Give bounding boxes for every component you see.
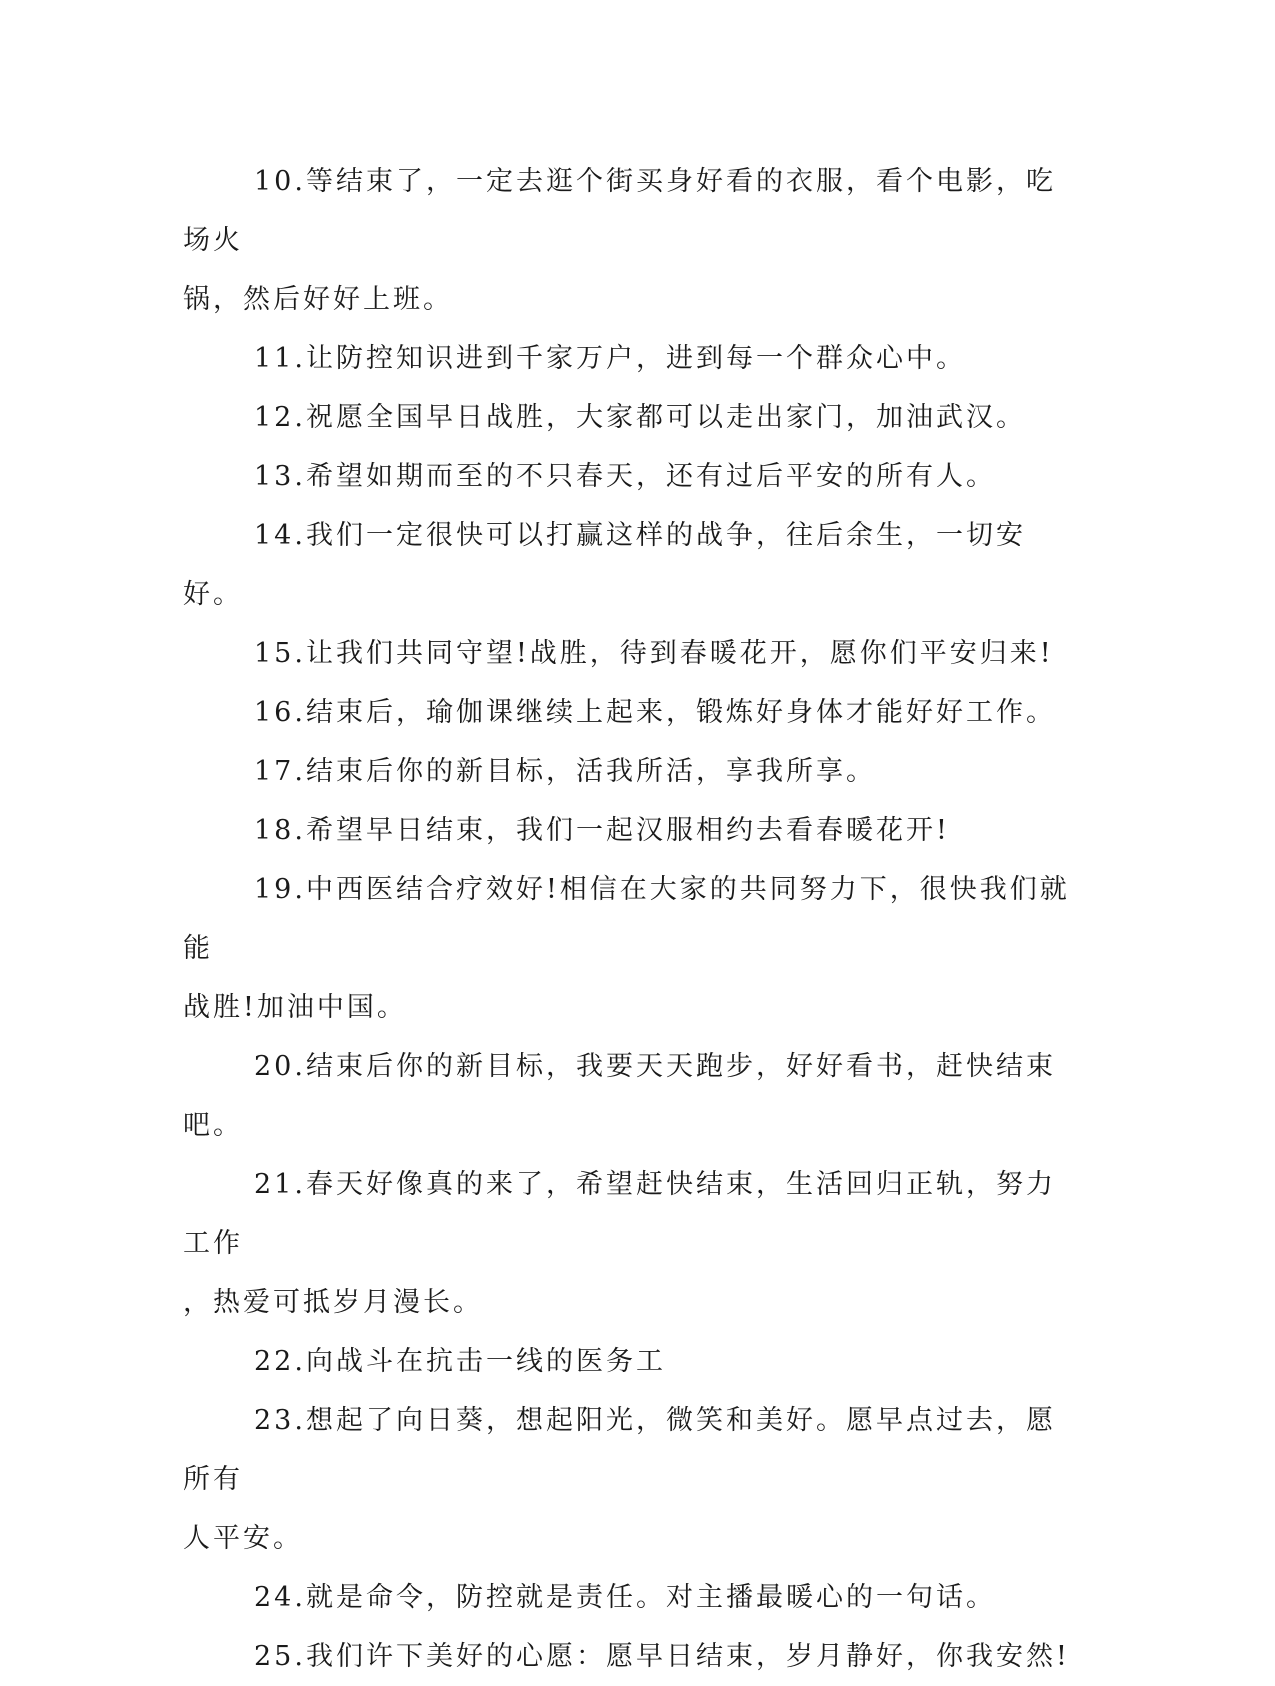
paragraph-line: 20.结束后你的新目标，我要天天跑步，好好看书，赶快结束吧。 (183, 1051, 1056, 1141)
paragraph-11 (183, 329, 1083, 388)
paragraph-line: 22.向战斗在抗击一线的医务工 (254, 1346, 666, 1377)
paragraph-line: 15.让我们共同守望!战胜，待到春暖花开，愿你们平安归来! (254, 638, 1054, 669)
paragraph-25 (183, 1627, 1083, 1686)
paragraph-19 (183, 860, 1083, 1037)
paragraph-18 (183, 801, 1083, 860)
paragraph-20 (183, 1037, 1083, 1155)
paragraph-line: 人平安。 (183, 1523, 303, 1554)
paragraph-line: 战胜!加油中国。 (183, 992, 407, 1023)
paragraph-line: 21.春天好像真的来了，希望赶快结束，生活回归正轨，努力工作 (183, 1169, 1056, 1259)
paragraph-23 (183, 1391, 1083, 1568)
paragraph-line: ，热爱可抵岁月漫长。 (183, 1287, 483, 1318)
paragraph-line: 23.想起了向日葵，想起阳光，微笑和美好。愿早点过去，愿所有 (183, 1405, 1056, 1495)
paragraph-21 (183, 1155, 1083, 1332)
paragraph-line: 11.让防控知识进到千家万户，进到每一个群众心中。 (254, 343, 966, 374)
paragraph-17 (183, 742, 1083, 801)
paragraph-line: 锅，然后好好上班。 (183, 284, 453, 315)
paragraph-16 (183, 683, 1083, 742)
paragraph-line: 25.我们许下美好的心愿：愿早日结束，岁月静好，你我安然! (254, 1641, 1070, 1672)
paragraph-line: 19.中西医结合疗效好!相信在大家的共同努力下，很快我们就能 (183, 874, 1070, 964)
paragraph-15 (183, 624, 1083, 683)
paragraph-line: 16.结束后，瑜伽课继续上起来，锻炼好身体才能好好工作。 (254, 697, 1056, 728)
paragraph-line: 24.就是命令，防控就是责任。对主播最暖心的一句话。 (254, 1582, 996, 1613)
paragraph-13 (183, 447, 1083, 506)
paragraph-10 (183, 152, 1083, 329)
paragraph-line: 13.希望如期而至的不只春天，还有过后平安的所有人。 (254, 461, 996, 492)
paragraph-line: 17.结束后你的新目标，活我所活，享我所享。 (254, 756, 876, 787)
paragraph-22 (183, 1332, 1083, 1391)
paragraph-line: 18.希望早日结束，我们一起汉服相约去看春暖花开! (254, 815, 950, 846)
paragraph-line: 12.祝愿全国早日战胜，大家都可以走出家门，加油武汉。 (254, 402, 1026, 433)
document-body (183, 152, 1083, 1686)
paragraph-14 (183, 506, 1083, 624)
paragraph-24 (183, 1568, 1083, 1627)
paragraph-12 (183, 388, 1083, 447)
paragraph-line: 14.我们一定很快可以打赢这样的战争，往后余生，一切安好。 (183, 520, 1026, 610)
paragraph-line: 10.等结束了，一定去逛个街买身好看的衣服，看个电影，吃场火 (183, 166, 1056, 256)
